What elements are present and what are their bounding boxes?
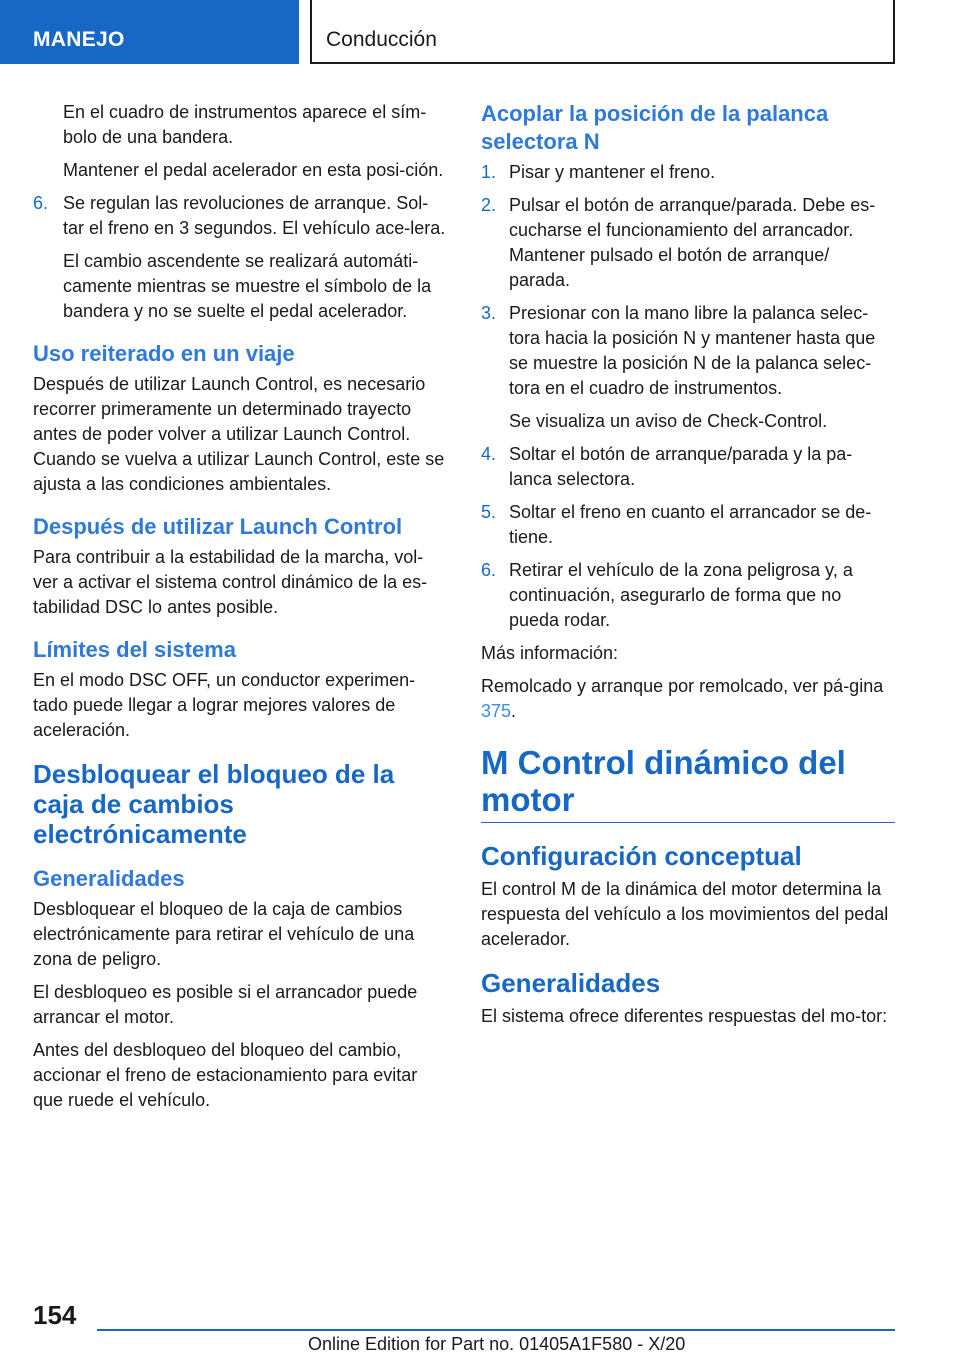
left-column (33, 100, 447, 1121)
step-text: Se regulan las revoluciones de arranque. Sol-tar el freno en 3 segundos. El vehículo ace-lera. (63, 193, 446, 238)
footer-divider (97, 1329, 895, 1331)
paragraph: Se visualiza un aviso de Check-Control. (509, 411, 828, 431)
heading-repeat-use: Uso reiterado en un viaje (33, 341, 295, 366)
heading-m-control: M Control dinámico del motor (481, 744, 895, 823)
header-section-label: MANEJO (0, 0, 299, 64)
page-number: 154 (33, 1300, 77, 1330)
paragraph (481, 674, 895, 724)
step-item (481, 500, 895, 550)
reference-end: . (511, 701, 517, 721)
step-number: 6. (33, 193, 49, 213)
step-item (481, 301, 895, 401)
step-number: 1. (481, 162, 497, 182)
paragraph: En el cuadro de instrumentos aparece el sím-bolo de una bandera. (63, 102, 427, 147)
heading-general: Generalidades (481, 968, 661, 998)
step-text: Retirar el vehículo de la zona peligrosa y, a continuación, asegurarlo de forma que no pueda rodar. (509, 560, 853, 630)
step-item (481, 558, 895, 633)
step-number: 5. (481, 502, 497, 522)
step-number: 3. (481, 303, 497, 323)
step-number: 2. (481, 195, 497, 215)
step-item (481, 442, 895, 492)
paragraph: Antes del desbloqueo del bloqueo del cambio, accionar el freno de estacionamiento para evitar que ruede el vehículo. (33, 1040, 418, 1110)
step-text: Presionar con la mano libre la palanca selec-tora hacia la posición N y mantener hasta que se muestre la posición N de la palanca selec-tora en el cuadro de instrumentos. (509, 303, 876, 398)
step-text: Pulsar el botón de arranque/parada. Debe es-cucharse el funcionamiento del arrancador. Mantener pulsado el botón de arranque/ parada. (509, 195, 876, 290)
heading-couple-selector-n: Acoplar la posición de la palanca selectora N (481, 101, 829, 154)
step-text: Soltar el botón de arranque/parada y la pa-lanca selectora. (509, 444, 853, 489)
step-item (481, 193, 895, 293)
page-reference-link[interactable]: 375 (481, 701, 512, 721)
step-number: 6. (481, 560, 497, 580)
paragraph: El desbloqueo es posible si el arrancador puede arrancar el motor. (33, 982, 418, 1027)
paragraph: Más información: (481, 643, 619, 663)
heading-general: Generalidades (33, 866, 185, 891)
right-column (481, 100, 895, 1037)
paragraph: El sistema ofrece diferentes respuestas del mo-tor: (481, 1006, 888, 1026)
step-item (481, 160, 895, 185)
reference-text: Remolcado y arranque por remolcado, ver pá-gina (481, 676, 884, 696)
paragraph: En el modo DSC OFF, un conductor experimen-tado puede llegar a lograr mejores valores de aceleración. (33, 670, 416, 740)
paragraph: El cambio ascendente se realizará automáti-camente mientras se muestre el símbolo de la bandera y no se suelte el pedal acelerador. (63, 251, 432, 321)
step-item (33, 191, 447, 241)
paragraph: El control M de la dinámica del motor determina la respuesta del vehículo a los movimientos del pedal acelerador. (481, 879, 889, 949)
paragraph: Mantener el pedal acelerador en esta posi-ción. (63, 160, 444, 180)
heading-unlock-gearbox: Desbloquear el bloqueo de la caja de cambios electrónicamente (33, 759, 395, 849)
heading-after-launch-control: Después de utilizar Launch Control (33, 514, 403, 539)
footer-edition: Online Edition for Part no. 01405A1F580 - X/20 (308, 1334, 686, 1354)
header-chapter-title: Conducción (310, 0, 895, 64)
heading-concept: Configuración conceptual (481, 841, 802, 871)
step-number: 4. (481, 444, 497, 464)
paragraph: Para contribuir a la estabilidad de la marcha, vol-ver a activar el sistema control dinámico de la es-tabilidad DSC lo antes posible. (33, 547, 428, 617)
step-text: Pisar y mantener el freno. (509, 162, 716, 182)
heading-system-limits: Límites del sistema (33, 637, 236, 662)
step-text: Soltar el freno en cuanto el arrancador se de-tiene. (509, 502, 872, 547)
paragraph: Desbloquear el bloqueo de la caja de cambios electrónicamente para retirar el vehículo de una zona de peligro. (33, 899, 415, 969)
paragraph: Después de utilizar Launch Control, es necesario recorrer primeramente un determinado trayecto antes de poder volver a utilizar Launch Control. Cuando se vuelva a utilizar Launch Control, este se ajusta a las condiciones ambientales. (33, 374, 445, 494)
